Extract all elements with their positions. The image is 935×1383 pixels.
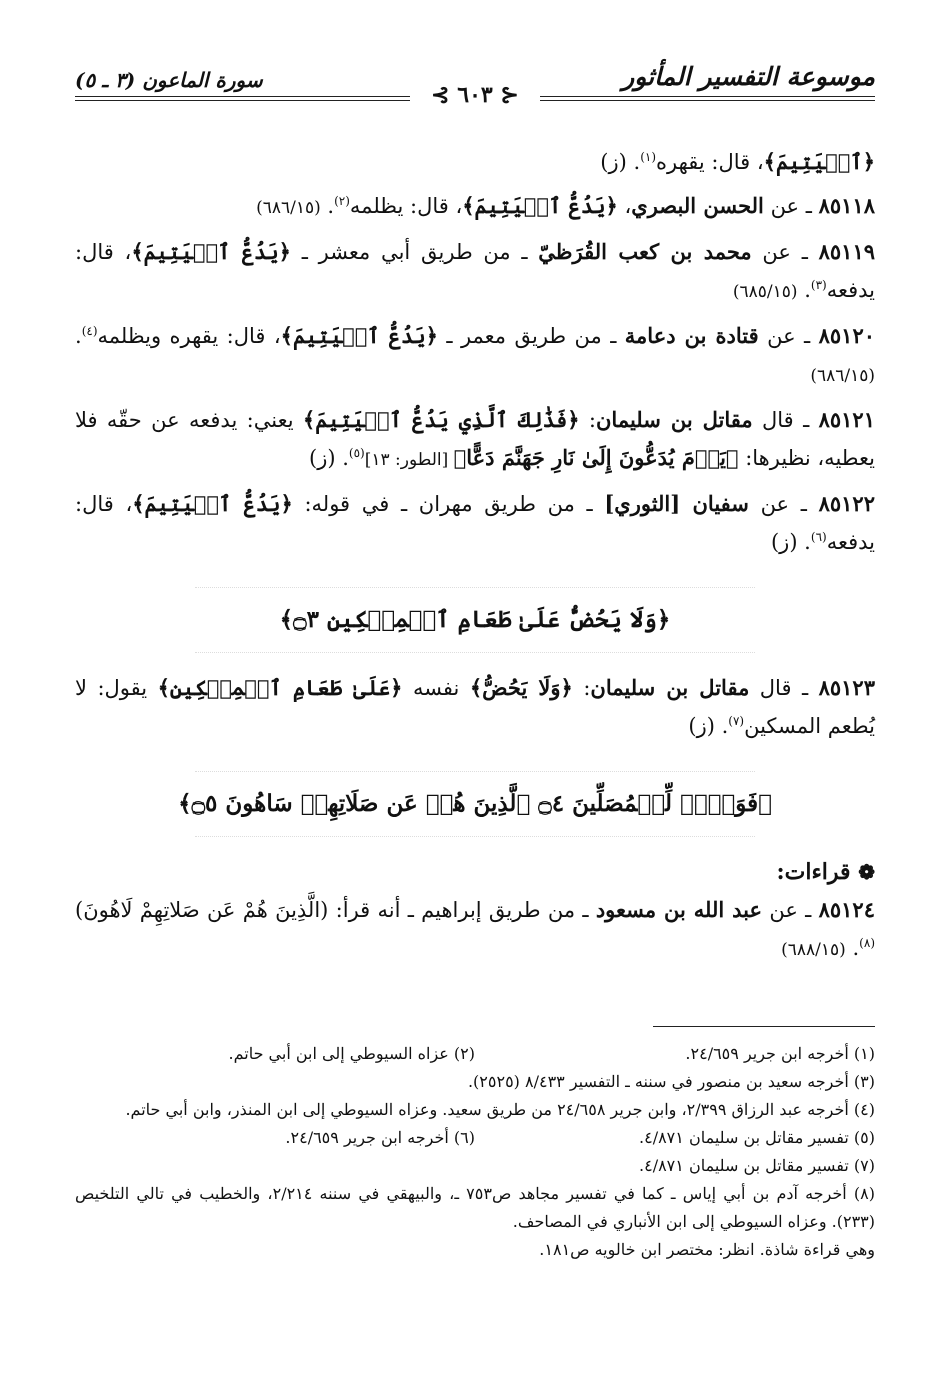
footnotes [75, 1040, 875, 1264]
narrator-name: قتادة بن دعامة [624, 323, 759, 348]
entry-number: ٨٥١١٨ [818, 193, 875, 218]
page-number: ⊰ ٦٠٣ ⊱ [410, 82, 540, 108]
entry-continuation: ﴿ٱلۡيَتِيمَ﴾، قال: يقهره$^{(١)}$. (ز) [600, 149, 875, 174]
surah-ref: [الطور: ١٣] [364, 450, 454, 470]
reading-text: (الَّذِينَ هُمْ عَن صَلاتِهِمْ لَاهُونَ) [75, 898, 329, 922]
quran-quote: ﴿وَلَا يَحُضُّ﴾ [469, 675, 573, 700]
footnote-6: (٦) أخرجه ابن جرير ٢٤/٦٥٩. [285, 1128, 475, 1147]
quran-quote: ﴿يَدُعُّ ٱلۡيَتِيمَ﴾ [462, 193, 618, 218]
footnote-marker: (١) [640, 150, 657, 164]
entry-85119: ٨٥١١٩ ـ عن محمد بن كعب القُرَظيّ ـ من طريق أبي معشر ـ ﴿يَدُعُّ ٱلۡيَتِيمَ﴾، قال: يدفعه$^{(٣)}$. (٦٨٥/١٥) [75, 239, 876, 302]
page-header [75, 62, 875, 110]
quran-quote: ﴿ٱلۡيَتِيمَ﴾ [763, 149, 875, 174]
entry-number: ٨٥١٢٤ [818, 897, 875, 922]
quran-quote-2: ﴿يَوۡمَ يُدَعُّونَ إِلَىٰ نَارِ جَهَنَّمَ دَعًّا﴾ [453, 445, 739, 470]
footnote-1: (١) أخرجه ابن جرير ٢٤/٦٥٩. [685, 1044, 875, 1063]
footnote-4: (٤) أخرجه عبد الرزاق ٢/٣٩٩، وابن جرير ٢٤/٦٥٨ من طريق سعيد. وعزاه السيوطي إلى ابن المنذر، وابن أبي حاتم. [125, 1100, 875, 1119]
volume-ref: (٦٨٨/١٥) [781, 940, 846, 960]
narrator-name: محمد بن كعب القُرَظيّ [538, 239, 752, 264]
footnote-marker: (٢) [334, 194, 350, 208]
section-title: قراءات: [776, 859, 851, 885]
main-text [75, 143, 875, 975]
entry-85124: ٨٥١٢٤ ـ عن عبد الله بن مسعود ـ من طريق إبراهيم ـ أنه قرأ: (الَّذِينَ هُمْ عَن صَلاتِهِمْ لَاهُونَ)$^{(٨)}$. (٦٨٨/١٥) [75, 897, 875, 960]
narrator-name: سفيان [الثوري] [604, 491, 749, 516]
entry-85122: ٨٥١٢٢ ـ عن سفيان [الثوري] ـ من طريق مهران ـ في قوله: ﴿يَدُعُّ ٱلۡيَتِيمَ﴾، قال: يدفعه$^{(٦)}$. (ز) [75, 491, 875, 554]
footnote-marker: (٧) [728, 714, 745, 728]
footnote-marker: (٣) [810, 278, 827, 292]
volume-ref: (٦٨٦/١٥) [256, 198, 321, 218]
entry-85121: ٨٥١٢١ ـ قال مقاتل بن سليمان: ﴿فَذَٰلِكَ ٱلَّذِي يَدُعُّ ٱلۡيَتِيمَ﴾ يعني: يدفعه عن حقّه فلا يعطيه، نظيرها: ﴿يَوۡمَ يُدَعُّونَ إِلَىٰ نَارِ جَهَنَّمَ دَعًّا﴾ [الطور: ١٣]$^{(٥)}$. (ز) [75, 407, 875, 470]
footnote-marker: (٦) [810, 530, 827, 544]
quran-quote: ﴿فَذَٰلِكَ ٱلَّذِي يَدُعُّ ٱلۡيَتِيمَ﴾ [302, 407, 580, 432]
verse-heading-3: ﴿وَلَا يَحُضُّ عَلَىٰ طَعَامِ ٱلۡمِسۡكِينِ ۝٣﴾ [75, 601, 875, 639]
footnote-3: (٣) أخرجه سعيد بن منصور في سننه ـ التفسير ٨/٤٣٣ (٢٥٢٥). [467, 1072, 875, 1091]
quran-quote-2: ﴿عَلَىٰ طَعَامِ ٱلۡمِسۡكِينِ﴾ [157, 675, 403, 700]
entry-85118: ٨٥١١٨ ـ عن الحسن البصري، ﴿يَدُعُّ ٱلۡيَتِيمَ﴾، قال: يظلمه$^{(٢)}$. (٦٨٦/١٥) [256, 193, 875, 218]
entry-number: ٨٥١٢٢ [818, 491, 875, 516]
quran-quote: ﴿يَدُعُّ ٱلۡيَتِيمَ﴾ [131, 239, 291, 264]
footnote-marker: (٤) [81, 324, 98, 338]
flower-ornament-icon: ❁ [858, 860, 875, 884]
entry-85123: ٨٥١٢٣ ـ قال مقاتل بن سليمان: ﴿وَلَا يَحُضُّ﴾ نفسه ﴿عَلَىٰ طَعَامِ ٱلۡمِسۡكِينِ﴾ يقول: لا يُطعم المسكين$^{(٧)}$. (ز) [75, 675, 875, 738]
book-title: موسوعة التفسير المأثور [622, 62, 875, 91]
footnote-7: (٧) تفسير مقاتل بن سليمان ٤/٨٧١. [639, 1156, 875, 1175]
entry-number: ٨٥١٢٠ [818, 323, 876, 348]
narrator-name: الحسن البصري [631, 193, 764, 218]
footnote-rule [653, 1026, 875, 1027]
footnote-2: (٢) عزاه السيوطي إلى ابن أبي حاتم. [228, 1044, 475, 1063]
entry-number: ٨٥١٢١ [818, 407, 875, 432]
footnote-row [75, 1040, 875, 1068]
footnote-8: (٨) أخرجه آدم بن أبي إياس ـ كما في تفسير مجاهد ص٧٥٣ ـ، والبيهقي في سننه ٢/٢١٤، والخطيب في تالي التلخيص (٢٣٣). وعزاه السيوطي إلى ابن الأنباري في المصاحف. [75, 1184, 875, 1231]
footnote-marker: (٨) [859, 936, 875, 950]
entry-number: ٨٥١١٩ [818, 239, 876, 264]
entry-number: ٨٥١٢٣ [818, 675, 875, 700]
surah-title: سورة الماعون (٣ ـ ٥) [75, 68, 263, 92]
footnote-marker: (٥) [348, 446, 365, 460]
narrator-name: مقاتل بن سليمان [590, 675, 750, 700]
footnote-5: (٥) تفسير مقاتل بن سليمان ٤/٨٧١. [639, 1128, 875, 1147]
narrator-name: عبد الله بن مسعود [595, 897, 763, 922]
section-heading-readings [75, 853, 875, 891]
verse-heading-4-5: ﴿فَوَيۡلٞ لِّلۡمُصَلِّينَ ۝٤ ٱلَّذِينَ هُمۡ عَن صَلَاتِهِمۡ سَاهُونَ ۝٥﴾ [75, 785, 875, 823]
volume-ref: (٦٨٦/١٥) [810, 366, 875, 386]
quran-quote: ﴿يَدُعُّ ٱلۡيَتِيمَ﴾ [280, 323, 438, 348]
footnote-8-continued: وهي قراءة شاذة. انظر: مختصر ابن خالويه ص١٨١. [539, 1240, 875, 1259]
narrator-name: مقاتل بن سليمان [596, 407, 753, 432]
entry-85120: ٨٥١٢٠ ـ عن قتادة بن دعامة ـ من طريق معمر ـ ﴿يَدُعُّ ٱلۡيَتِيمَ﴾، قال: يقهره ويظلمه$^{(٤)}$. (٦٨٦/١٥) [75, 323, 876, 386]
volume-ref: (٦٨٥/١٥) [732, 282, 798, 302]
quran-quote: ﴿يَدُعُّ ٱلۡيَتِيمَ﴾ [132, 491, 293, 516]
footnote-row [75, 1124, 875, 1152]
